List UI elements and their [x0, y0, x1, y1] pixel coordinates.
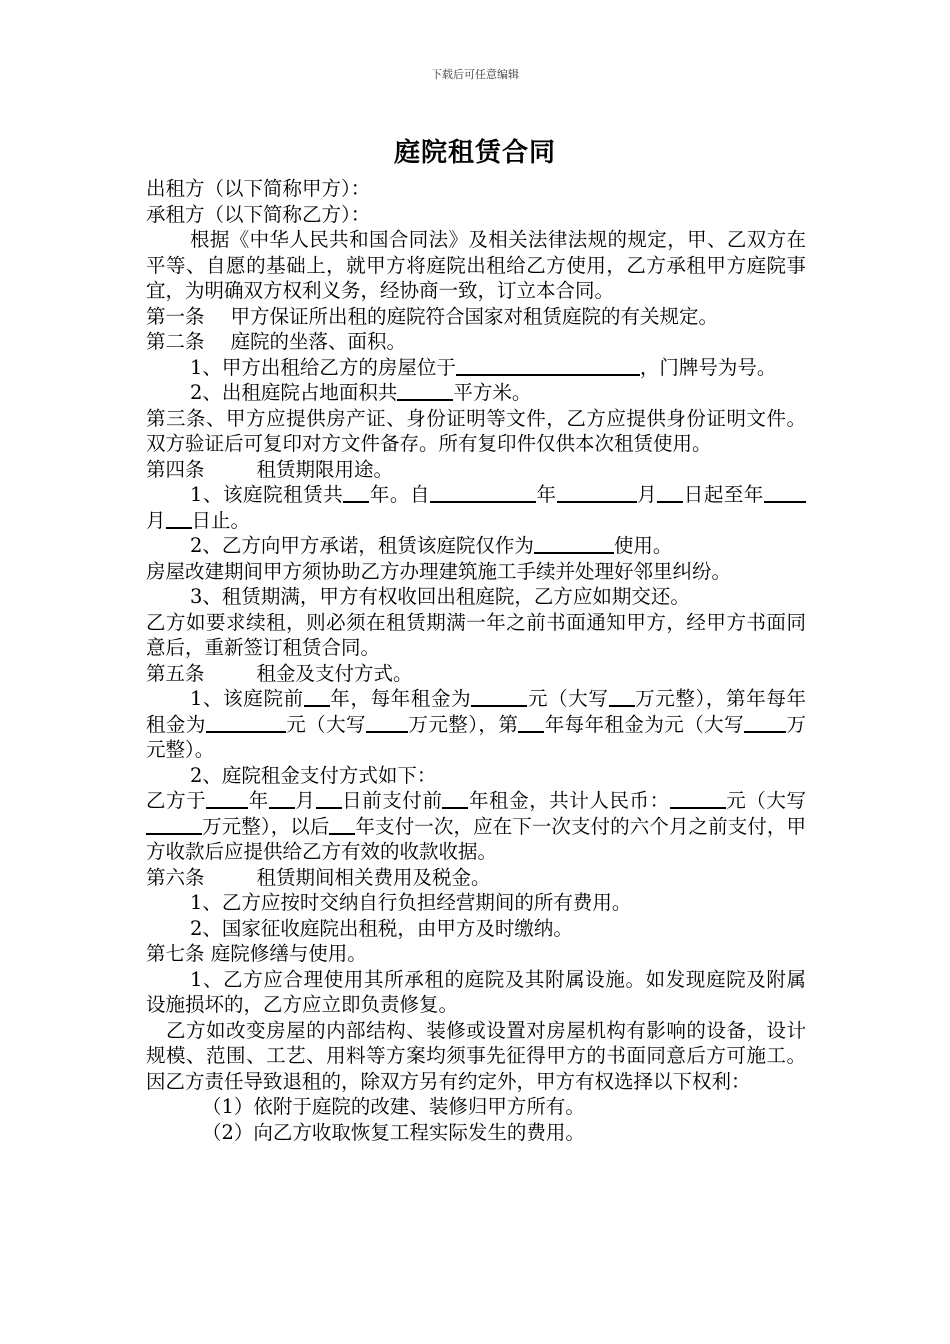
blank-field[interactable] [329, 815, 355, 835]
article-6-item-2: 2、国家征收庭院出租税，由甲方及时缴纳。 [190, 916, 573, 940]
blank-field[interactable] [366, 713, 408, 733]
blank-field[interactable] [269, 789, 295, 809]
contract-body [146, 176, 806, 1145]
blank-field[interactable] [456, 356, 640, 376]
blank-field[interactable] [471, 687, 527, 707]
blank-field[interactable] [146, 815, 202, 835]
blank-field[interactable] [657, 483, 683, 503]
article-2-item-1: 1、甲方出租给乙方的房屋位于 ，门牌号为号。 [190, 355, 777, 379]
blank-field[interactable] [557, 483, 637, 503]
blank-field[interactable] [670, 789, 726, 809]
blank-field[interactable] [206, 789, 248, 809]
article-3: 第三条、甲方应提供房产证、身份证明等文件，乙方应提供身份证明文件。双方验证后可复印对方文件备存。所有复印件仅供本次租赁使用。 [146, 406, 806, 455]
article-7-item-1: 1、乙方应合理使用其所承租的庭院及其附属设施。如发现庭院及附属设施损坏的，乙方应立即负责修复。 [146, 967, 806, 1016]
article-4-item-2: 2、乙方向甲方承诺，租赁该庭院仅作为 使用。 [190, 534, 673, 557]
article-5-paragraph-1: 乙方于 年 月 日前支付前 年租金，共计人民币： 元（大写万元整），以后 年支付一次，应在下一次支付的六个月之前支付，甲方收款后应提供给乙方有效的收款收据。 [146, 789, 806, 863]
blank-field[interactable] [397, 381, 453, 401]
blank-field[interactable] [343, 483, 369, 503]
article-2: 第二条 庭院的坐落、面积。 [146, 330, 407, 353]
article-7-paragraph-1: 乙方如改变房屋的内部结构、装修或设置对房屋机构有影响的设备，设计规模、范围、工艺、用料等方案均须事先征得甲方的书面同意后方可施工。因乙方责任导致退租的，除双方另有约定外，甲方有权选择以下权利： [146, 1018, 806, 1093]
intro-paragraph: 根据《中华人民共和国合同法》及相关法律法规的规定，甲、乙双方在平等、自愿的基础上，就甲方将庭院出租给乙方使用，乙方承租甲方庭院事宜，为明确双方权利义务，经协商一致，订立本合同。 [146, 228, 806, 302]
article-5-item-2: 2、庭院租金支付方式如下： [190, 763, 437, 787]
article-2-item-2: 2、出租庭院占地面积共 平方米。 [190, 381, 532, 404]
article-4-item-1: 1、该庭院租赁共 年。自 年 月 日起至年月 日止。 [146, 482, 806, 533]
blank-field[interactable] [304, 687, 330, 707]
blank-field[interactable] [206, 713, 286, 733]
article-6-item-1: 1、乙方应按时交纳自行负担经营期间的所有费用。 [190, 891, 632, 914]
article-5: 第五条 租金及支付方式。 [146, 661, 413, 685]
blank-field[interactable] [430, 483, 536, 503]
document-title: 庭院租赁合同 [393, 138, 556, 168]
article-4: 第四条 租赁期限用途。 [146, 457, 394, 481]
blank-field[interactable] [166, 509, 192, 529]
lessor-line: 出租方（以下简称甲方）： [146, 177, 371, 200]
article-4-item-3: 3、租赁期满，甲方有权收回出租庭院，乙方应如期交还。 [190, 585, 690, 608]
article-4-paragraph-2: 乙方如要求续租，则必须在租赁期满一年之前书面通知甲方，经甲方书面同意后，重新签订租赁合同。 [146, 610, 806, 659]
blank-field[interactable] [609, 687, 635, 707]
lessee-line: 承租方（以下简称乙方）： [146, 202, 371, 226]
article-7-option-2: （2）向乙方收取恢复工程实际发生的费用。 [202, 1120, 585, 1144]
blank-field[interactable] [442, 789, 468, 809]
article-1: 第一条 甲方保证所出租的庭院符合国家对租赁庭院的有关规定。 [146, 304, 719, 328]
blank-field[interactable] [534, 534, 614, 554]
page-header: 下载后可任意编辑 [431, 68, 519, 81]
article-4-paragraph-1: 房屋改建期间甲方须协助乙方办理建筑施工手续并处理好邻里纠纷。 [146, 559, 732, 583]
blank-field[interactable] [744, 713, 786, 733]
blank-field[interactable] [518, 713, 544, 733]
blank-field[interactable] [764, 483, 806, 503]
article-6: 第六条 租赁期间相关费用及税金。 [146, 865, 491, 889]
blank-field[interactable] [316, 789, 342, 809]
article-5-item-1: 1、该庭院前 年，每年租金为 元（大写 万元整），第年每年租金为 元（大写 万元整），第 年每年租金为元（大写 万元整）。 [146, 687, 806, 761]
article-7-option-1: （1）依附于庭院的改建、装修归甲方所有。 [202, 1095, 585, 1118]
article-7: 第七条 庭院修缮与使用。 [146, 942, 367, 965]
